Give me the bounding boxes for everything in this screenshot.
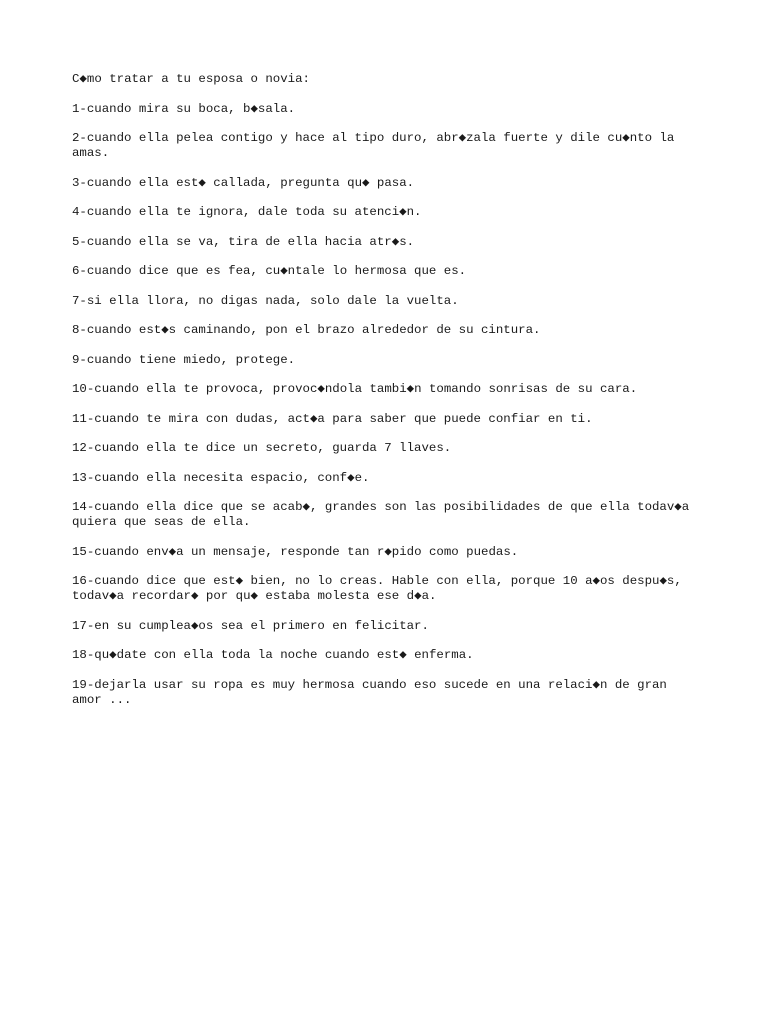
list-item: 1-cuando mira su boca, b◆sala. (72, 101, 296, 116)
document-title: C◆mo tratar a tu esposa o novia: (72, 72, 310, 86)
list-item: 17-en su cumplea◆os sea el primero en felicitar. (72, 618, 429, 633)
list-item: 5-cuando ella se va, tira de ella hacia atr◆s. (72, 234, 415, 249)
list-item: 19-dejarla usar su ropa es muy hermosa cuando eso sucede en una relaci◆n de gran amor ... (72, 677, 667, 707)
document-body (72, 72, 712, 722)
list-item: 13-cuando ella necesita espacio, conf◆e. (72, 470, 370, 485)
list-item: 2-cuando ella pelea contigo y hace al tipo duro, abr◆zala fuerte y dile cu◆nto la amas. (72, 131, 675, 160)
list-item: 18-qu◆date con ella toda la noche cuando est◆ enferma. (72, 648, 474, 662)
list-item: 14-cuando ella dice que se acab◆, grandes son las posibilidades de que ella todav◆a quiera que seas de ella. (72, 500, 690, 529)
list-item: 15-cuando env◆a un mensaje, responde tan r◆pido como puedas. (72, 544, 519, 559)
list-item: 16-cuando dice que est◆ bien, no lo creas. Hable con ella, porque 10 a◆os despu◆s, todav◆a recordar◆ por qu◆ estaba molesta ese d◆a. (72, 574, 682, 603)
list-item: 12-cuando ella te dice un secreto, guarda 7 llaves. (72, 441, 452, 455)
list-item: 6-cuando dice que es fea, cu◆ntale lo hermosa que es. (72, 264, 467, 278)
list-item: 7-si ella llora, no digas nada, solo dale la vuelta. (72, 293, 459, 308)
list-item: 10-cuando ella te provoca, provoc◆ndola tambi◆n tomando sonrisas de su cara. (72, 382, 638, 396)
list-item: 3-cuando ella est◆ callada, pregunta qu◆ pasa. (72, 175, 415, 190)
list-item: 8-cuando est◆s caminando, pon el brazo alrededor de su cintura. (72, 323, 541, 337)
list-item: 4-cuando ella te ignora, dale toda su atenci◆n. (72, 205, 422, 219)
list-item: 9-cuando tiene miedo, protege. (72, 352, 296, 367)
list-item: 11-cuando te mira con dudas, act◆a para saber que puede confiar en ti. (72, 411, 593, 426)
